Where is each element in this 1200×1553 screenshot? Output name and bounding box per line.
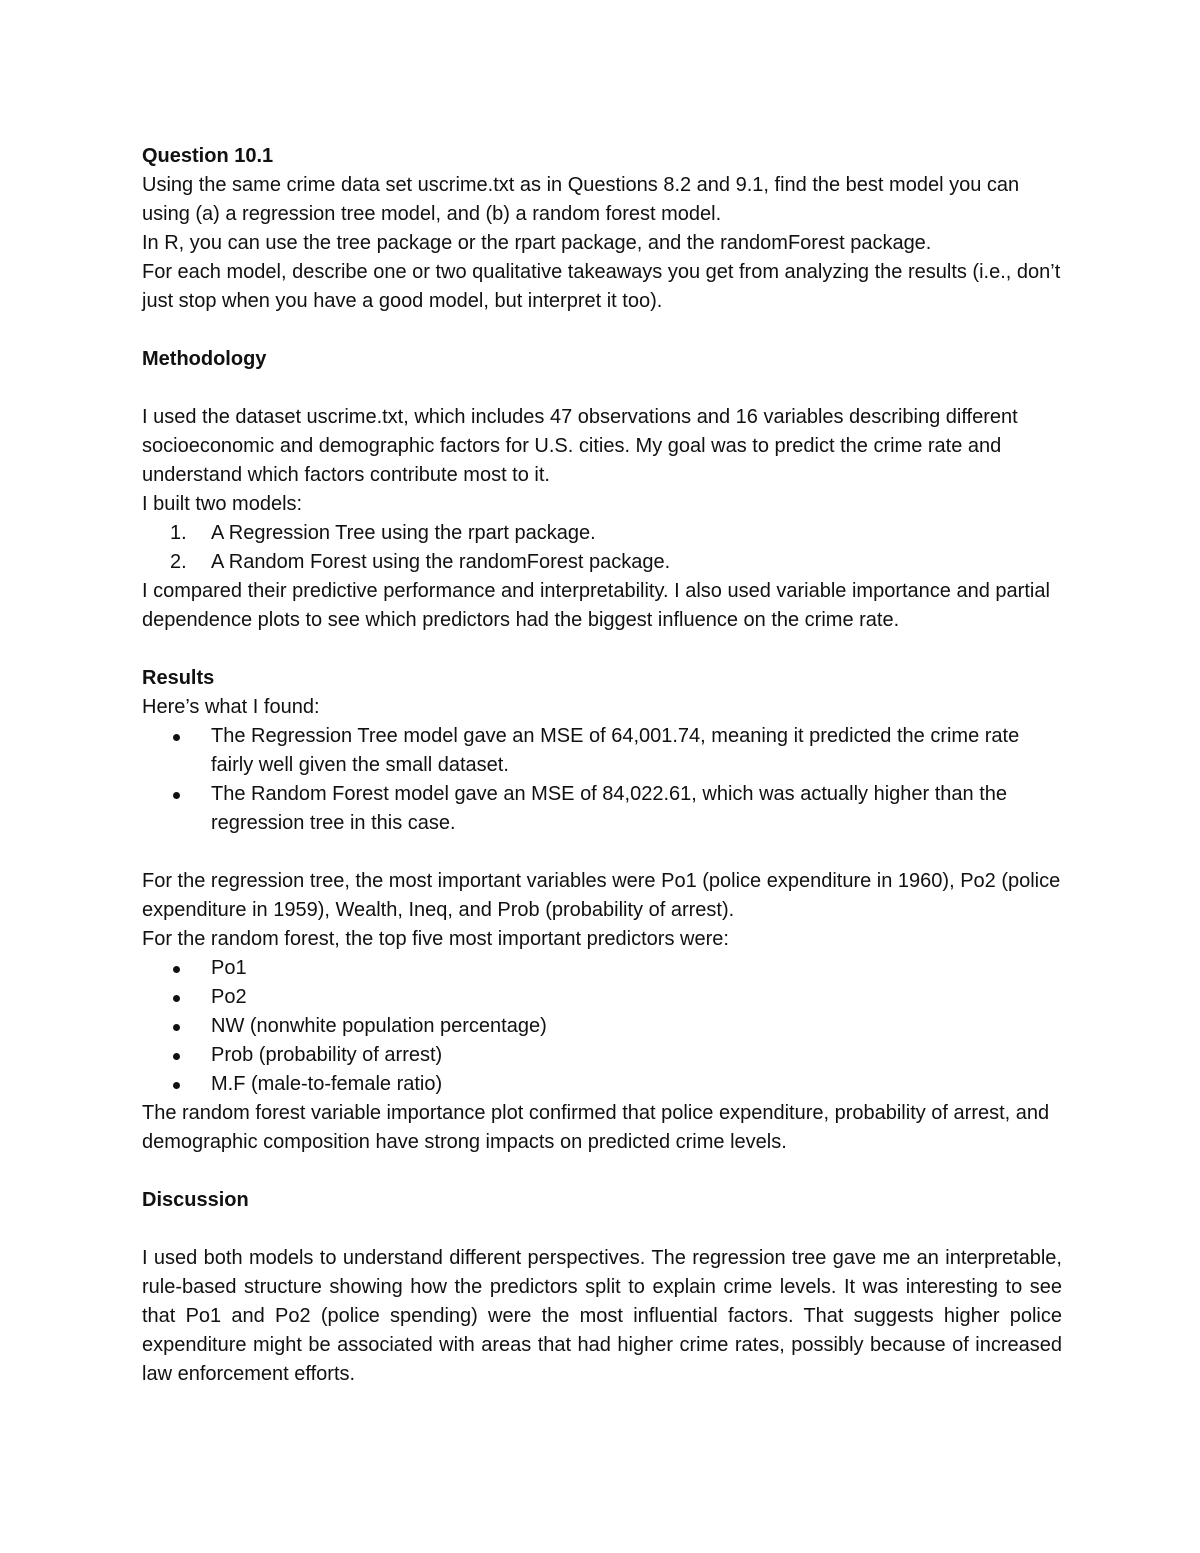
list-item-text: Po1	[211, 957, 247, 979]
models-list	[142, 519, 1062, 577]
spacer	[142, 1215, 1062, 1244]
spacer	[142, 316, 1062, 345]
discussion-paragraph: I used both models to understand different perspectives. The regression tree gave me an interpretable, rule-based structure showing how the predictors split to explain crime levels. It was interesting to see that Po1 and Po2 (police spending) were the most influential factors. That suggests higher police expenditure might be associated with areas that had higher crime rates, possibly because of increased law enforcement efforts.	[142, 1247, 1062, 1385]
spacer	[142, 838, 1062, 867]
list-item-text: Prob (probability of arrest)	[211, 1044, 443, 1066]
findings-list	[142, 722, 1062, 838]
list-item	[142, 722, 1062, 780]
results-closing: The random forest variable importance plot confirmed that police expenditure, probability of arrest, and demographic composition have strong impacts on predicted crime levels.	[142, 1102, 1050, 1153]
methodology-models-lead: I built two models:	[142, 493, 303, 515]
predictors-list	[142, 954, 1062, 1099]
list-item-text: A Random Forest using the randomForest package.	[211, 551, 671, 573]
list-item-text: The Regression Tree model gave an MSE of 64,001.74, meaning it predicted the crime rate fairly well given the small dataset.	[211, 725, 1020, 776]
question-line-2: In R, you can use the tree package or the rpart package, and the randomForest package.	[142, 232, 932, 254]
forest-lead: For the random forest, the top five most important predictors were:	[142, 928, 729, 950]
list-number: 2.	[170, 551, 187, 573]
list-item	[142, 1041, 1062, 1070]
list-item-text: A Regression Tree using the rpart package.	[211, 522, 596, 544]
tree-importance: For the regression tree, the most important variables were Po1 (police expenditure in 1960), Po2 (police expenditure in 1959), Wealth, Ineq, and Prob (probability of arrest).	[142, 870, 1061, 921]
document-page	[142, 142, 1062, 1389]
list-item-text: Po2	[211, 986, 247, 1008]
list-number: 1.	[170, 522, 187, 544]
spacer	[142, 374, 1062, 403]
bullet-icon	[173, 734, 180, 741]
list-item	[142, 519, 1062, 548]
bullet-icon	[173, 995, 180, 1002]
list-item	[142, 983, 1062, 1012]
bullet-icon	[173, 792, 180, 799]
list-item	[142, 954, 1062, 983]
methodology-title: Methodology	[142, 348, 267, 370]
list-item-text: The Random Forest model gave an MSE of 84,022.61, which was actually higher than the regression tree in this case.	[211, 783, 1008, 834]
bullet-icon	[173, 1024, 180, 1031]
spacer	[142, 1157, 1062, 1186]
list-item-text: M.F (male-to-female ratio)	[211, 1073, 443, 1095]
discussion-title: Discussion	[142, 1189, 249, 1211]
methodology-closing: I compared their predictive performance and interpretability. I also used variable importance and partial dependence plots to see which predictors had the biggest influence on the crime rate.	[142, 580, 1050, 631]
list-item	[142, 780, 1062, 838]
list-item	[142, 1012, 1062, 1041]
bullet-icon	[173, 1082, 180, 1089]
question-title: Question 10.1	[142, 145, 274, 167]
list-item	[142, 1070, 1062, 1099]
bullet-icon	[173, 966, 180, 973]
list-item	[142, 548, 1062, 577]
spacer	[142, 635, 1062, 664]
bullet-icon	[173, 1053, 180, 1060]
results-title: Results	[142, 667, 215, 689]
question-line-1: Using the same crime data set uscrime.txt as in Questions 8.2 and 9.1, find the best model you can using (a) a regression tree model, and (b) a random forest model.	[142, 174, 1020, 225]
methodology-intro: I used the dataset uscrime.txt, which includes 47 observations and 16 variables describing different socioeconomic and demographic factors for U.S. cities. My goal was to predict the crime rate and understand which factors contribute most to it.	[142, 406, 1018, 486]
list-item-text: NW (nonwhite population percentage)	[211, 1015, 547, 1037]
question-line-3: For each model, describe one or two qualitative takeaways you get from analyzing the results (i.e., don’t just stop when you have a good model, but interpret it too).	[142, 261, 1061, 312]
results-lead: Here’s what I found:	[142, 696, 320, 718]
